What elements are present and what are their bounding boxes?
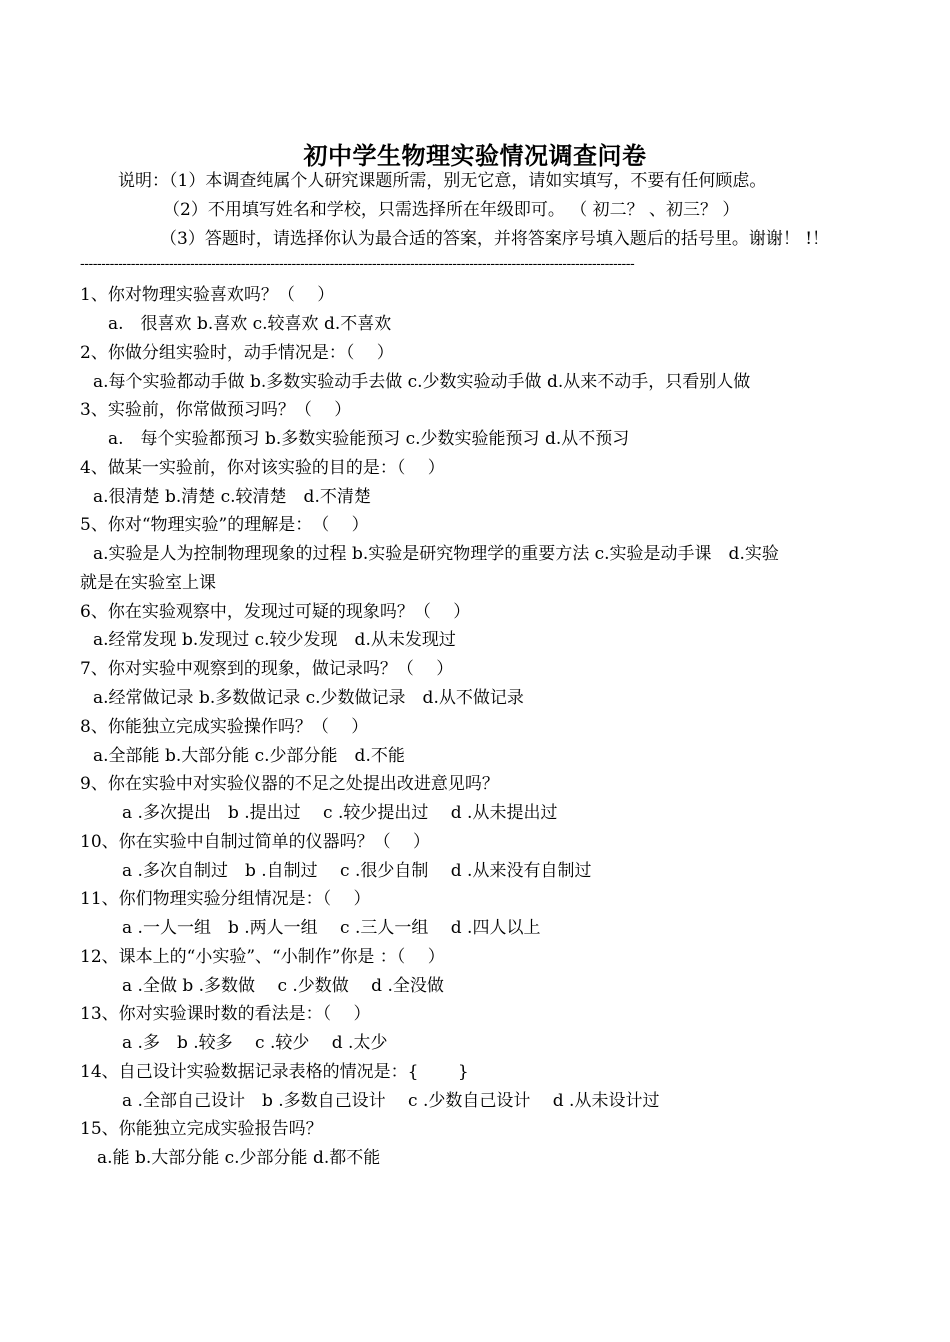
answers-12: a .全做 b .多数做 c .少数做 d .全没做 [122, 976, 444, 996]
note-1: 说明：（1）本调查纯属个人研究课题所需，别无它意，请如实填写，不要有任何顾虑。 [118, 171, 767, 191]
answers-3: a. 每个实验都预习 b.多数实验能预习 c.少数实验能预习 d.从不预习 [108, 429, 630, 449]
question-8: 8、你能独立完成实验操作吗？（ ） [80, 717, 369, 737]
question-11: 11、你们物理实验分组情况是：（ ） [80, 889, 371, 909]
question-9: 9、你在实验中对实验仪器的不足之处提出改进意见吗？ [80, 774, 499, 794]
question-10: 10、你在实验中自制过简单的仪器吗？（ ） [80, 832, 431, 852]
question-15: 15、你能独立完成实验报告吗？ [80, 1119, 323, 1139]
note-2: （2）不用填写姓名和学校，只需选择所在年级即可。 （ 初二？ 、初三？ ） [163, 200, 740, 220]
answers-6: a.经常发现 b.发现过 c.较少发现 d.从未发现过 [93, 630, 456, 650]
question-4: 4、做某一实验前，你对该实验的目的是：（ ） [80, 458, 445, 478]
question-13: 13、你对实验课时数的看法是：（ ） [80, 1004, 371, 1024]
note-3: （3）答题时，请选择你认为最合适的答案，并将答案序号填入题后的括号里。谢谢！ !！ [160, 229, 830, 249]
answers-9: a .多次提出 b .提出过 c .较少提出过 d .从未提出过 [122, 803, 558, 823]
document-title: 初中学生物理实验情况调查问卷 [303, 141, 647, 170]
answers-7: a.经常做记录 b.多数做记录 c.少数做记录 d.从不做记录 [93, 688, 524, 708]
question-1: 1、你对物理实验喜欢吗？（ ） [80, 285, 335, 305]
answers-2: a.每个实验都动手做 b.多数实验动手去做 c.少数实验动手做 d.从来不动手，只看别人做 [93, 372, 751, 392]
question-12: 12、课本上的“小实验”、“小制作”你是 ：（ ） [80, 947, 445, 967]
answers-5: a.实验是人为控制物理现象的过程 b.实验是研究物理学的重要方法 c.实验是动手课 d.实验 [93, 544, 779, 564]
answers-14: a .全部自己设计 b .多数自己设计 c .少数自己设计 d .从未设计过 [122, 1091, 660, 1111]
divider-line: ----------------------------------------------------------------------------------------------------------------------------------- [80, 256, 635, 272]
answers-1: a. 很喜欢 b.喜欢 c.较喜欢 d.不喜欢 [108, 314, 392, 334]
answers-5-continued: 就是在实验室上课 [80, 573, 216, 593]
question-7: 7、你对实验中观察到的现象，做记录吗？（ ） [80, 659, 454, 679]
answers-11: a .一人一组 b .两人一组 c .三人一组 d .四人以上 [122, 918, 541, 938]
answers-13: a .多 b .较多 c .较少 d .太少 [122, 1033, 388, 1053]
answers-4: a.很清楚 b.清楚 c.较清楚 d.不清楚 [93, 487, 371, 507]
answers-8: a.全部能 b.大部分能 c.少部分能 d.不能 [93, 746, 405, 766]
question-3: 3、实验前，你常做预习吗？（ ） [80, 400, 352, 420]
answers-10: a .多次自制过 b .自制过 c .很少自制 d .从来没有自制过 [122, 861, 592, 881]
answers-15: a.能 b.大部分能 c.少部分能 d.都不能 [97, 1148, 381, 1168]
question-14: 14、自己设计实验数据记录表格的情况是：{ } [80, 1062, 469, 1082]
question-6: 6、你在实验观察中，发现过可疑的现象吗？（ ） [80, 602, 471, 622]
question-2: 2、你做分组实验时，动手情况是：（ ） [80, 343, 394, 363]
question-5: 5、你对“物理实验”的理解是： （ ） [80, 515, 369, 535]
